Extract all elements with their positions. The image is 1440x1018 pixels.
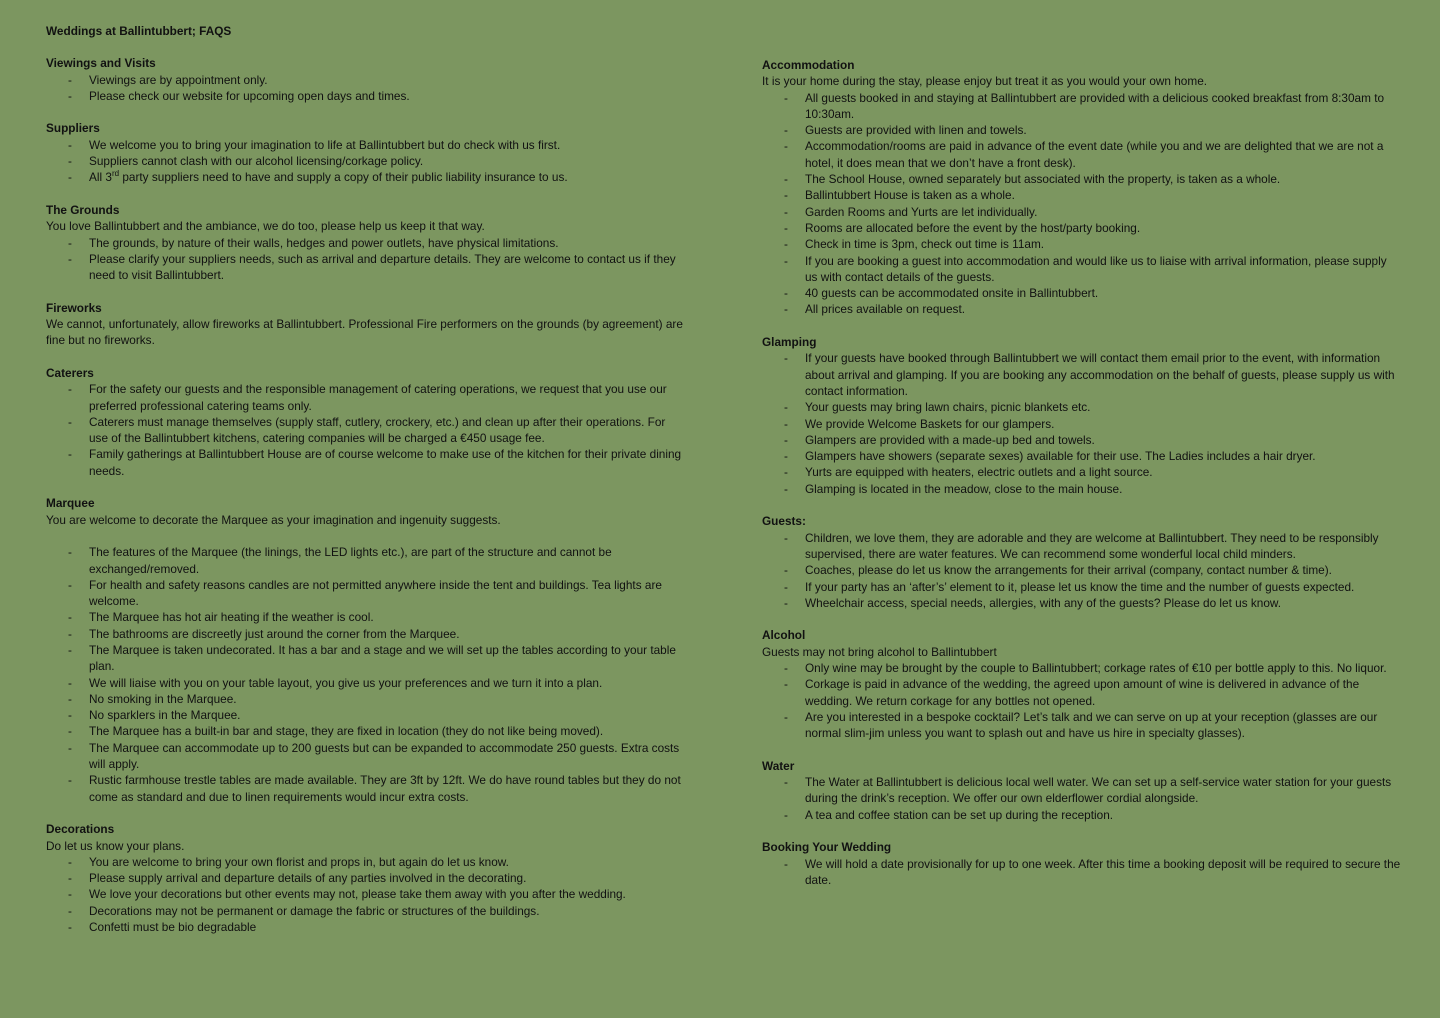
list-item: - Please check our website for upcoming open days and times. [46,88,686,104]
list-item: - Glampers have showers (separate sexes) available for their use. The Ladies includes a hair dryer. [762,448,1402,464]
section-heading: Decorations [46,822,115,837]
section-glamping [762,334,1402,497]
section-marquee [46,495,686,805]
document-title: Weddings at Ballintubbert; FAQS [46,24,232,38]
bullet-list [46,235,686,284]
list-item: - Decorations may not be permanent or damage the fabric or structures of the buildings. [46,903,686,919]
bullet-list [46,544,686,805]
bullet-list [762,660,1402,741]
list-item: - Check in time is 3pm, check out time is 11am. [762,236,1402,252]
bullet-list [762,350,1402,497]
list-item: - Accommodation/rooms are paid in advance of the event date (while you and we are delighted that we are not a hotel, it does mean that we don’t have a front desk). [762,138,1402,171]
list-item: - Please clarify your suppliers needs, such as arrival and departure details. They are welcome to contact us if they need to visit Ballintubbert. [46,251,686,284]
list-item: - We will liaise with you on your table layout, you give us your preferences and we turn it into a plan. [46,675,686,691]
section-intro: You are welcome to decorate the Marquee as your imagination and ingenuity suggests. [46,512,501,527]
list-item: - 40 guests can be accommodated onsite in Ballintubbert. [762,285,1402,301]
list-item: - No smoking in the Marquee. [46,691,686,707]
list-item: - Guests are provided with linen and towels. [762,122,1402,138]
section-booking-your-wedding [762,839,1402,888]
list-item: - We welcome you to bring your imagination to life at Ballintubbert but do check with us first. [46,137,686,153]
list-item: - Your guests may bring lawn chairs, picnic blankets etc. [762,399,1402,415]
list-item: - If your guests have booked through Ballintubbert we will contact them email prior to the event, with information about arrival and glamping. If you are booking any accommodation on the behalf of guests, please supply us with contact information. [762,350,1402,399]
list-item: - We love your decorations but other events may not, please take them away with you after the wedding. [46,886,686,902]
section-intro: Do let us know your plans. [46,838,185,853]
section-intro: Guests may not bring alcohol to Ballintubbert [762,644,997,659]
list-item: - Suppliers cannot clash with our alcohol licensing/corkage policy. [46,153,686,169]
bullet-list [762,530,1402,611]
list-item: - For health and safety reasons candles are not permitted anywhere inside the tent and buildings. Tea lights are welcome. [46,577,686,610]
section-heading: The Grounds [46,202,120,217]
list-item: - The School House, owned separately but associated with the property, is taken as a whole. [762,171,1402,187]
list-item: - If you are booking a guest into accommodation and would like us to liaise with arrival information, please supply us with contact details of the guests. [762,253,1402,286]
bullet-list [46,72,686,105]
list-item: - Children, we love them, they are adorable and they are welcome at Ballintubbert. They need to be responsibly supervised, there are water features. We can recommend some wonderful local child minders. [762,530,1402,563]
left-column [46,23,686,952]
section-the-grounds [46,202,686,283]
list-item: - The grounds, by nature of their walls, hedges and power outlets, have physical limitations. [46,235,686,251]
list-item: - Viewings are by appointment only. [46,72,686,88]
list-item: - Glamping is located in the meadow, close to the main house. [762,481,1402,497]
list-item: - We will hold a date provisionally for up to one week. After this time a booking deposit will be required to secure the date. [762,856,1402,889]
list-item: - Coaches, please do let us know the arrangements for their arrival (company, contact number & time). [762,562,1402,578]
bullet-list [762,90,1402,318]
list-item: - Family gatherings at Ballintubbert House are of course welcome to make use of the kitchen for their private dining needs. [46,446,686,479]
list-item: - Only wine may be brought by the couple to Ballintubbert; corkage rates of €10 per bottle apply to this. No liquor. [762,660,1402,676]
section-alcohol [762,627,1402,741]
list-item: - Glampers are provided with a made-up bed and towels. [762,432,1402,448]
list-item: - All 3rd party suppliers need to have and supply a copy of their public liability insurance to us. [46,169,686,185]
right-column [762,57,1402,904]
bullet-list [762,774,1402,823]
section-caterers [46,365,686,479]
list-item: - Garden Rooms and Yurts are let individually. [762,204,1402,220]
list-item: - The Marquee has hot air heating if the weather is cool. [46,609,686,625]
section-guests [762,513,1402,611]
list-item: - If your party has an ‘after’s’ element to it, please let us know the time and the number of guests expected. [762,579,1402,595]
list-item: - No sparklers in the Marquee. [46,707,686,723]
bullet-list [762,856,1402,889]
list-item: - Confetti must be bio degradable [46,919,686,935]
section-accommodation [762,57,1402,318]
section-intro: You love Ballintubbert and the ambiance, we do too, please help us keep it that way. [46,219,485,234]
bullet-list [46,854,686,935]
section-decorations [46,821,686,935]
list-item: - Corkage is paid in advance of the wedding, the agreed upon amount of wine is delivered in advance of the wedding. We return corkage for any bottles not opened. [762,676,1402,709]
list-item: - The Water at Ballintubbert is delicious local well water. We can set up a self-service water station for your guests during the drink’s reception. We offer our own elderflower cordial alongside. [762,774,1402,807]
section-suppliers [46,120,686,185]
section-heading: Glamping [762,335,817,350]
bullet-list [46,137,686,186]
list-item: - Caterers must manage themselves (supply staff, cutlery, crockery, etc.) and clean up after their operations. For use of the Ballintubbert kitchens, catering companies will be charged a €450 usage fee. [46,414,686,447]
list-item: - Ballintubbert House is taken as a whole. [762,187,1402,203]
section-heading: Alcohol [762,628,806,643]
section-intro: We cannot, unfortunately, allow fireworks at Ballintubbert. Professional Fire performers on the grounds (by agreement) are fine but no fireworks. [46,317,683,348]
section-heading: Guests: [762,514,806,529]
list-item: - The Marquee has a built-in bar and stage, they are fixed in location (they do not like being moved). [46,723,686,739]
list-item: - Please supply arrival and departure details of any parties involved in the decorating. [46,870,686,886]
list-item: - Wheelchair access, special needs, allergies, with any of the guests? Please do let us know. [762,595,1402,611]
section-water [762,758,1402,823]
section-heading: Marquee [46,496,95,511]
list-item: - Yurts are equipped with heaters, electric outlets and a light source. [762,464,1402,480]
list-item: - You are welcome to bring your own florist and props in, but again do let us know. [46,854,686,870]
bullet-list [46,381,686,479]
list-item: - Are you interested in a bespoke cocktail? Let’s talk and we can serve on up at your reception (glasses are our normal slim-jim unless you want to splash out and have us hire in specialty glasses). [762,709,1402,742]
right-sections [762,57,1402,888]
list-item: - The features of the Marquee (the linings, the LED lights etc.), are part of the structure and cannot be exchanged/removed. [46,544,686,577]
list-item: - We provide Welcome Baskets for our glampers. [762,416,1402,432]
spacer [46,528,686,544]
list-item: - All prices available on request. [762,301,1402,317]
section-heading: Suppliers [46,121,100,136]
section-heading: Fireworks [46,300,102,315]
section-heading: Caterers [46,365,94,380]
list-item: - Rustic farmhouse trestle tables are made available. They are 3ft by 12ft. We do have round tables but they do not come as standard and due to linen requirements would incur extra costs. [46,772,686,805]
list-item: - A tea and coffee station can be set up during the reception. [762,807,1402,823]
list-item: - Rooms are allocated before the event by the host/party booking. [762,220,1402,236]
section-heading: Booking Your Wedding [762,840,892,855]
list-item: - For the safety our guests and the responsible management of catering operations, we request that you use our preferred professional catering teams only. [46,381,686,414]
section-intro: It is your home during the stay, please enjoy but treat it as you would your own home. [762,74,1208,89]
list-item: - The Marquee is taken undecorated. It has a bar and a stage and we will set up the tables according to your table plan. [46,642,686,675]
section-viewings-and-visits [46,55,686,104]
list-item: - All guests booked in and staying at Ballintubbert are provided with a delicious cooked breakfast from 8:30am to 10:30am. [762,90,1402,123]
section-fireworks [46,300,686,349]
section-heading: Water [762,758,795,773]
list-item: - The bathrooms are discreetly just around the corner from the Marquee. [46,626,686,642]
section-heading: Viewings and Visits [46,56,156,71]
section-heading: Accommodation [762,58,855,72]
left-sections [46,55,686,935]
list-item: - The Marquee can accommodate up to 200 guests but can be expanded to accommodate 250 guests. Extra costs will apply. [46,740,686,773]
